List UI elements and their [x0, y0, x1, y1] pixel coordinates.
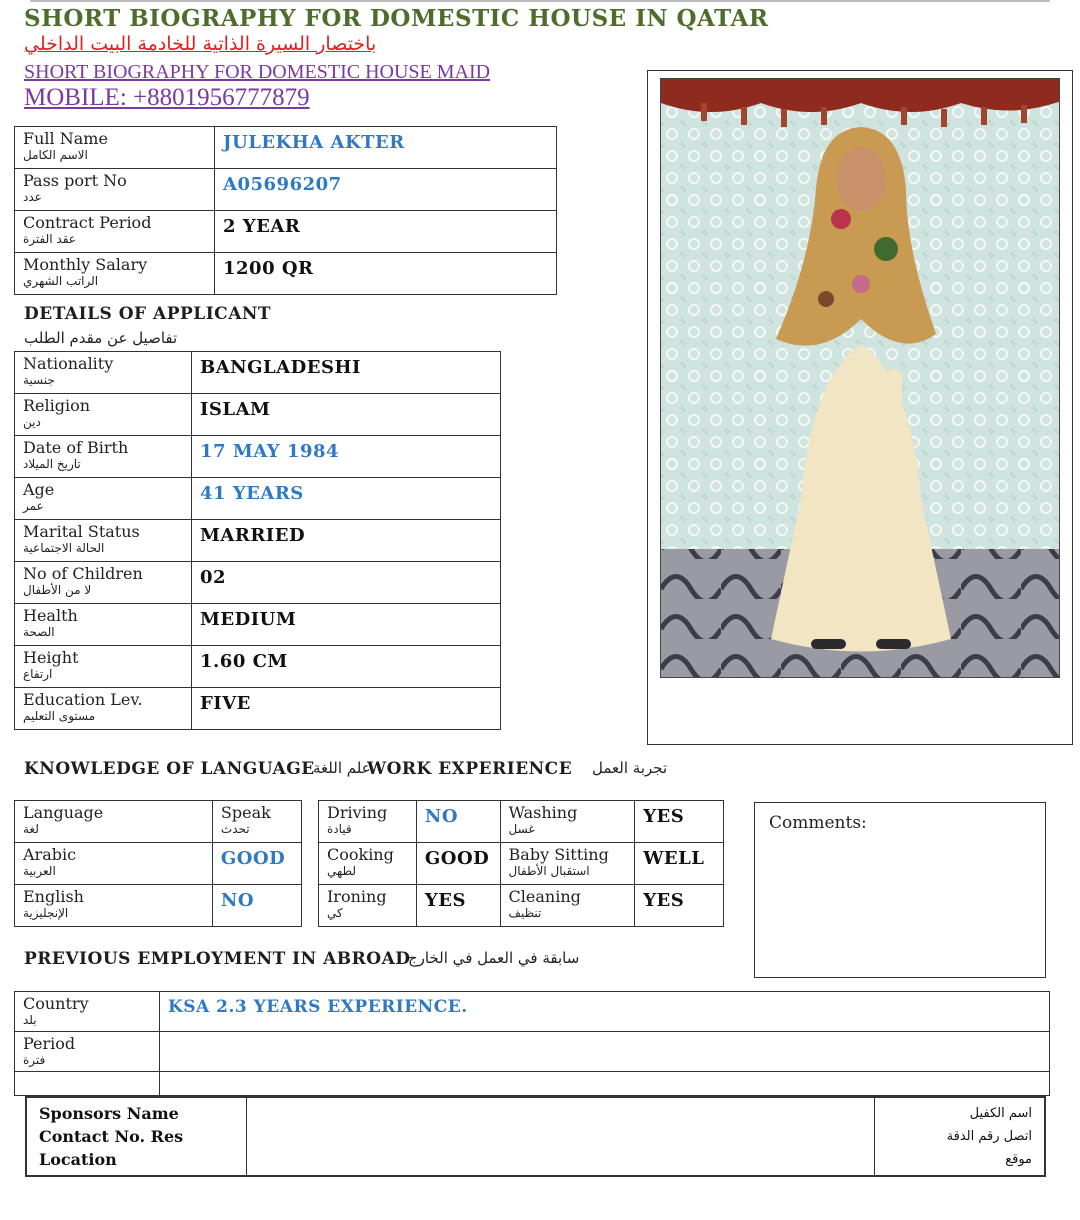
applicant-photo-illustration — [661, 79, 1060, 678]
sponsor-name-label-arabic: اسم الكفيل — [969, 1106, 1032, 1121]
field-label: Education Lev. — [23, 690, 143, 709]
language-label: Arabic — [23, 845, 77, 864]
children-value: 02 — [192, 562, 501, 604]
table-gap — [301, 885, 318, 927]
location-label-arabic: موقع — [1005, 1152, 1032, 1167]
work-label-arabic: تنظيف — [508, 906, 542, 920]
field-label: Health — [23, 606, 78, 625]
passport-value: A05696207 — [215, 169, 557, 211]
table-gap — [301, 843, 318, 885]
work-label-arabic: قيادة — [326, 822, 352, 836]
contact-no-label: Contact No. Res — [39, 1127, 184, 1146]
field-label-cell — [15, 352, 192, 394]
work-label: Baby Sitting — [508, 845, 609, 864]
document-title: SHORT BIOGRAPHY FOR DOMESTIC HOUSE IN QATAR — [24, 5, 769, 32]
field-label-arabic: الاسم الكامل — [23, 148, 88, 162]
field-label-arabic: مستوى التعليم — [23, 709, 96, 723]
table-row — [15, 604, 501, 646]
monthly-salary-value: 1200 QR — [215, 253, 557, 295]
field-label-cell — [15, 436, 192, 478]
table-row — [15, 801, 724, 843]
work-experience-heading: WORK EXPERIENCE — [367, 759, 573, 779]
language-header-cell — [15, 801, 213, 843]
sponsor-values-cell — [246, 1097, 874, 1176]
empty-cell — [160, 1072, 1050, 1096]
table-row — [15, 562, 501, 604]
applicant-details-table — [14, 351, 501, 730]
field-label: Date of Birth — [23, 438, 129, 457]
work-label-arabic: لطهي — [326, 864, 357, 878]
field-label-cell — [15, 1032, 160, 1072]
language-cell — [15, 843, 213, 885]
table-row — [15, 253, 557, 295]
table-row — [15, 127, 557, 169]
table-row — [15, 478, 501, 520]
previous-employment-heading: PREVIOUS EMPLOYMENT IN ABROAD — [24, 949, 411, 969]
religion-value: ISLAM — [192, 394, 501, 436]
document-title-arabic: باختصار السيرة الذاتية للخادمة البيت الداخلي — [24, 33, 377, 55]
language-header-arabic: لغة — [23, 822, 39, 836]
field-label: Country — [23, 994, 89, 1013]
field-label: Height — [23, 648, 79, 667]
language-heading: KNOWLEDGE OF LANGUAGE — [24, 759, 315, 779]
work-label-arabic: غسل — [508, 822, 535, 836]
field-label-arabic: الراتب الشهري — [23, 274, 99, 288]
field-label-cell — [15, 478, 192, 520]
work-label-cell — [318, 843, 416, 885]
work-label: Driving — [326, 803, 388, 822]
language-label: English — [23, 887, 84, 906]
field-label: Age — [23, 480, 55, 499]
age-value: 41 YEARS — [192, 478, 501, 520]
field-label-arabic: فترة — [23, 1053, 46, 1067]
field-label-arabic: عقد الفترة — [23, 232, 76, 246]
field-label: Monthly Salary — [23, 255, 148, 274]
field-label: Pass port No — [23, 171, 127, 190]
field-label-cell — [15, 253, 215, 295]
field-label: No of Children — [23, 564, 143, 583]
table-row — [15, 436, 501, 478]
mobile-number: MOBILE: +8801956777879 — [24, 84, 310, 111]
sponsor-labels-cell — [26, 1097, 246, 1176]
work-label: Cleaning — [508, 887, 581, 906]
field-label: Period — [23, 1034, 76, 1053]
table-row — [15, 885, 724, 927]
marital-status-value: MARRIED — [192, 520, 501, 562]
field-label: Nationality — [23, 354, 114, 373]
language-header-label: Language — [23, 803, 104, 822]
period-value — [160, 1032, 1050, 1072]
ironing-value: YES — [416, 885, 500, 927]
speak-header-cell — [212, 801, 301, 843]
details-heading: DETAILS OF APPLICANT — [24, 304, 272, 324]
date-of-birth-value: 17 MAY 1984 — [192, 436, 501, 478]
previous-employment-heading-arabic: سابقة في العمل في الخارج — [408, 949, 580, 967]
arabic-speak-value: GOOD — [212, 843, 301, 885]
speak-header-label: Speak — [220, 803, 271, 822]
field-label-cell — [15, 211, 215, 253]
height-value: 1.60 CM — [192, 646, 501, 688]
work-label-cell — [318, 801, 416, 843]
work-label: Cooking — [326, 845, 394, 864]
field-label-arabic: تاريخ الميلاد — [23, 457, 81, 471]
english-speak-value: NO — [212, 885, 301, 927]
field-label-cell — [15, 604, 192, 646]
field-label-arabic: الحالة الاجتماعية — [23, 541, 105, 555]
document-subtitle: SHORT BIOGRAPHY FOR DOMESTIC HOUSE MAID — [24, 61, 491, 83]
table-row — [15, 520, 501, 562]
work-experience-heading-arabic: تجربة العمل — [592, 759, 668, 777]
location-label: Location — [39, 1150, 117, 1169]
table-row — [15, 352, 501, 394]
field-label: Marital Status — [23, 522, 140, 541]
education-value: FIVE — [192, 688, 501, 730]
applicant-photo — [660, 78, 1060, 678]
field-label-arabic: بلد — [23, 1013, 37, 1027]
field-label-arabic: عدد — [23, 190, 42, 204]
sponsor-arabic-labels-cell — [874, 1097, 1045, 1176]
field-label-cell — [15, 520, 192, 562]
full-name-value: JULEKHA AKTER — [215, 127, 557, 169]
work-label-cell — [500, 885, 635, 927]
driving-value: NO — [416, 801, 500, 843]
table-row — [15, 646, 501, 688]
cleaning-value: YES — [635, 885, 724, 927]
field-label-arabic: جنسية — [23, 373, 55, 387]
field-label-arabic: الصحة — [23, 625, 55, 639]
table-row — [15, 394, 501, 436]
table-row — [15, 169, 557, 211]
language-cell — [15, 885, 213, 927]
basic-info-table — [14, 126, 557, 295]
work-label: Ironing — [326, 887, 387, 906]
field-label-arabic: لا من الأطفال — [23, 583, 92, 597]
nationality-value: BANGLADESHI — [192, 352, 501, 394]
contact-no-label-arabic: اتصل رقم الدقة — [946, 1129, 1032, 1144]
field-label: Religion — [23, 396, 91, 415]
field-label-cell — [15, 169, 215, 211]
field-label-cell — [15, 394, 192, 436]
work-label-cell — [500, 843, 635, 885]
field-label-cell — [15, 688, 192, 730]
table-row — [15, 1072, 1050, 1096]
field-label: Contract Period — [23, 213, 152, 232]
table-row — [15, 992, 1050, 1032]
field-label-cell — [15, 562, 192, 604]
table-row — [15, 688, 501, 730]
language-heading-arabic: علم اللغة — [313, 759, 371, 777]
field-label-cell — [15, 646, 192, 688]
empty-cell — [15, 1072, 160, 1096]
language-work-table — [14, 800, 724, 927]
speak-header-arabic: تحدث — [220, 822, 250, 836]
field-label-arabic: ارتفاع — [23, 667, 53, 681]
comments-label: Comments: — [769, 813, 867, 833]
comments-box — [754, 802, 1046, 978]
baby-sitting-value: WELL — [635, 843, 724, 885]
table-row — [15, 843, 724, 885]
work-label-arabic: استقبال الأطفال — [508, 864, 590, 878]
field-label-arabic: دين — [23, 415, 41, 429]
country-value: KSA 2.3 YEARS EXPERIENCE. — [160, 992, 1050, 1032]
field-label-cell — [15, 992, 160, 1032]
language-label-arabic: العربية — [23, 864, 56, 878]
previous-employment-table — [14, 991, 1050, 1096]
work-label-cell — [500, 801, 635, 843]
sponsor-name-label: Sponsors Name — [39, 1104, 179, 1123]
field-label: Full Name — [23, 129, 108, 148]
work-label-arabic: كي — [326, 906, 343, 920]
work-label: Washing — [508, 803, 578, 822]
cooking-value: GOOD — [416, 843, 500, 885]
field-label-cell — [15, 127, 215, 169]
field-label-arabic: عمر — [23, 499, 44, 513]
health-value: MEDIUM — [192, 604, 501, 646]
sponsor-table — [25, 1096, 1046, 1177]
language-label-arabic: الإنجليزية — [23, 906, 69, 920]
top-divider — [30, 0, 1050, 2]
table-row — [15, 211, 557, 253]
table-gap — [301, 801, 318, 843]
contract-period-value: 2 YEAR — [215, 211, 557, 253]
washing-value: YES — [635, 801, 724, 843]
table-row — [15, 1032, 1050, 1072]
work-label-cell — [318, 885, 416, 927]
details-heading-arabic: تفاصيل عن مقدم الطلب — [24, 329, 178, 347]
table-row — [26, 1097, 1045, 1176]
